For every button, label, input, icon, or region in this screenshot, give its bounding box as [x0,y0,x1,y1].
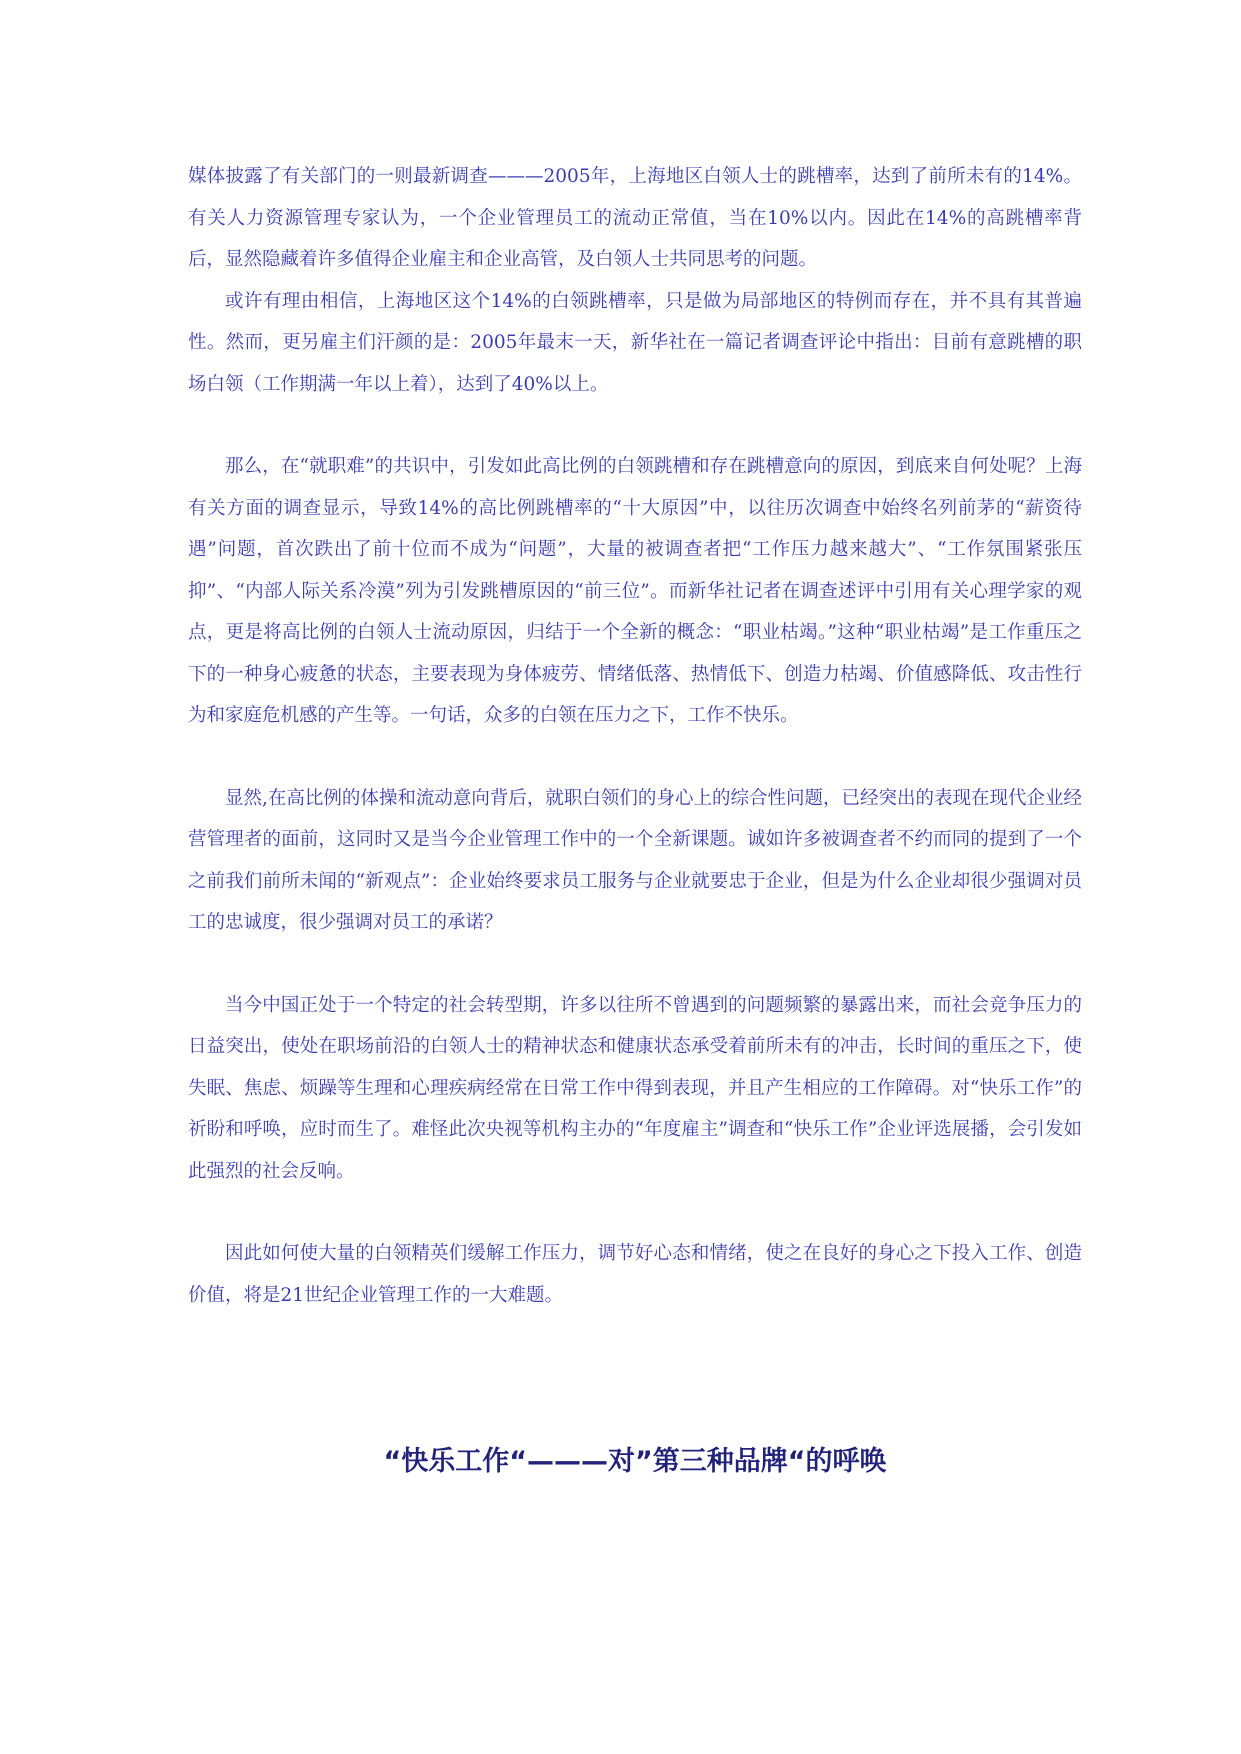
document-body [188,156,1082,1316]
paragraph-6: 因此如何使大量的白领精英们缓解工作压力，调节好心态和情绪，使之在良好的身心之下投入工作、创造价值，将是21世纪企业管理工作的一大难题。 [188,1243,1082,1306]
paragraph-4: 显然,在高比例的体操和流动意向背后，就职白领们的身心上的综合性问题，已经突出的表现在现代企业经营管理者的面前，这同时又是当今企业管理工作中的一个全新课题。诚如许多被调查者不约而同的提到了一个之前我们前所未闻的“新观点”：企业始终要求员工服务与企业就要忠于企业，但是为什么企业却很少强调对员工的忠诚度，很少强调对员工的承诺？ [188,787,1082,933]
paragraph-3: 那么，在“就职难”的共识中，引发如此高比例的白领跳槽和存在跳槽意向的原因，到底来自何处呢？上海有关方面的调查显示，导致14%的高比例跳槽率的“十大原因”中，以往历次调查中始终名列前茅的“薪资待遇”问题，首次跌出了前十位而不成为“问题”，大量的被调查者把“工作压力越来越大”、“工作氛围紧张压抑”、“内部人际关系冷漠”列为引发跳槽原因的“前三位”。而新华社记者在调查述评中引用有关心理学家的观点，更是将高比例的白领人士流动原因，归结于一个全新的概念：“职业枯竭。”这种“职业枯竭”是工作重压之下的一种身心疲惫的状态，主要表现为身体疲劳、情绪低落、热情低下、创造力枯竭、价值感降低、攻击性行为和家庭危机感的产生等。一句话，众多的白领在压力之下，工作不快乐。 [188,456,1082,726]
paragraph-1: 媒体披露了有关部门的一则最新调查———2005年，上海地区白领人士的跳槽率，达到了前所未有的14%。有关人力资源管理专家认为，一个企业管理员工的流动正常值，当在10%以内。因此在14%的高跳槽率背后，显然隐藏着许多值得企业雇主和企业高管，及白领人士共同思考的问题。 [188,166,1082,270]
paragraph-5: 当今中国正处于一个特定的社会转型期，许多以往所不曾遇到的问题频繁的暴露出来，而社会竞争压力的日益突出，使处在职场前沿的白领人士的精神状态和健康状态承受着前所未有的冲击，长时间的重压之下，使失眠、焦虑、烦躁等生理和心理疾病经常在日常工作中得到表现，并且产生相应的工作障碍。对“快乐工作”的祈盼和呼唤，应时而生了。难怪此次央视等机构主办的“年度雇主”调查和“快乐工作”企业评选展播，会引发如此强烈的社会反响。 [188,994,1082,1182]
section-heading: “快乐工作“———对”第三种品牌“的呼唤 [383,1446,887,1477]
paragraph-2: 或许有理由相信，上海地区这个14%的白领跳槽率，只是做为局部地区的特例而存在，并不具有其普遍性。然而，更另雇主们汗颜的是：2005年最末一天，新华社在一篇记者调查评论中指出：目前有意跳槽的职场白领（工作期满一年以上着），达到了40%以上。 [188,290,1082,395]
